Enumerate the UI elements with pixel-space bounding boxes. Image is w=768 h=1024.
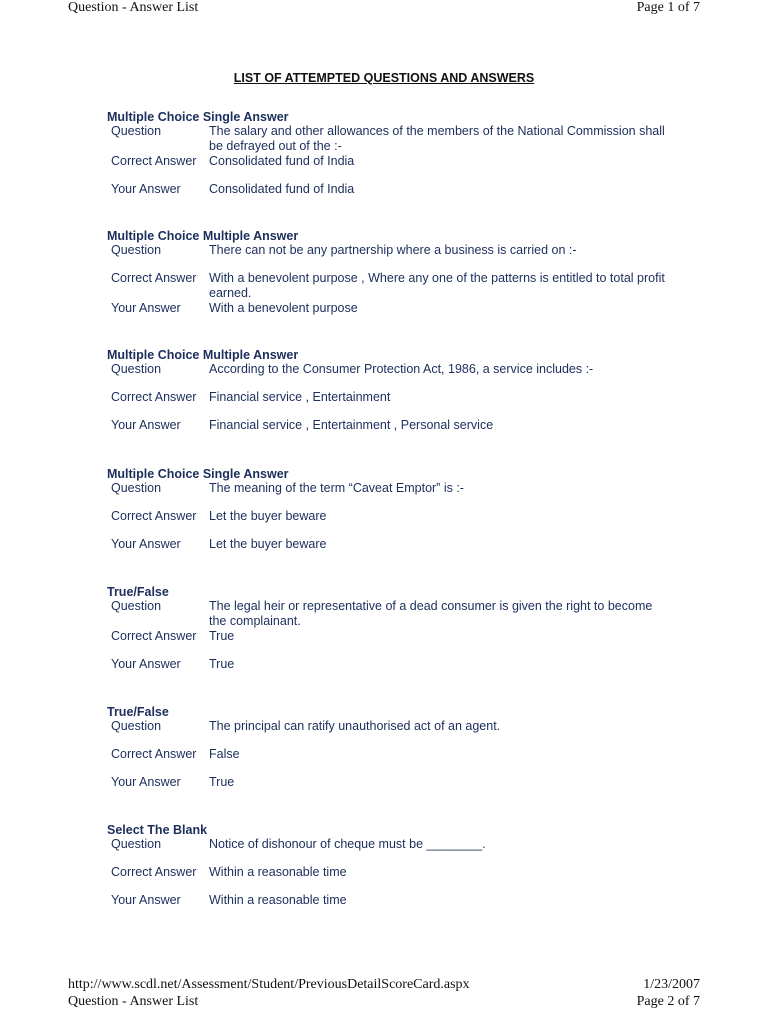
question-type: Multiple Choice Multiple Answer	[107, 229, 299, 243]
correct-answer-text: With a benevolent purpose , Where any one of the patterns is entitled to total profit earned.	[209, 271, 665, 300]
question-text: The legal heir or representative of a dead consumer is given the right to become the complainant.	[209, 599, 653, 628]
question-text: There can not be any partnership where a business is carried on :-	[209, 243, 577, 257]
footer-date: 1/23/2007	[643, 977, 700, 992]
question-type: Multiple Choice Single Answer	[107, 467, 289, 481]
question-text: The principal can ratify unauthorised act of an agent.	[209, 719, 501, 733]
your-answer-text: Consolidated fund of India	[209, 182, 355, 196]
qa-block	[107, 229, 687, 316]
footer-url: http://www.scdl.net/Assessment/Student/PreviousDetailScoreCard.aspx	[68, 977, 470, 992]
next-page-header-title: Question - Answer List	[68, 994, 199, 1009]
qa-block	[107, 823, 687, 908]
correct-answer-label: Correct Answer	[111, 747, 197, 761]
correct-answer-text: Within a reasonable time	[209, 865, 347, 879]
document-title: LIST OF ATTEMPTED QUESTIONS AND ANSWERS	[233, 71, 535, 85]
question-type: Multiple Choice Multiple Answer	[107, 348, 299, 362]
question-text: The meaning of the term “Caveat Emptor” is :-	[209, 481, 464, 495]
your-answer-text: Within a reasonable time	[209, 893, 347, 907]
your-answer-label: Your Answer	[111, 301, 181, 315]
your-answer-text: Let the buyer beware	[209, 537, 327, 551]
question-label: Question	[111, 837, 162, 851]
your-answer-label: Your Answer	[111, 893, 181, 907]
correct-answer-label: Correct Answer	[111, 629, 197, 643]
page-header-title: Question - Answer List	[68, 0, 199, 15]
question-label: Question	[111, 719, 162, 733]
question-label: Question	[111, 599, 162, 613]
question-text: Notice of dishonour of cheque must be ________.	[209, 837, 486, 851]
your-answer-label: Your Answer	[111, 775, 181, 789]
correct-answer-label: Correct Answer	[111, 154, 197, 168]
question-type: Select The Blank	[107, 823, 208, 837]
question-type: True/False	[107, 705, 169, 719]
question-type: True/False	[107, 585, 169, 599]
qa-block	[107, 348, 687, 433]
correct-answer-label: Correct Answer	[111, 271, 197, 285]
your-answer-text: With a benevolent purpose	[209, 301, 358, 315]
your-answer-label: Your Answer	[111, 182, 181, 196]
correct-answer-text: Consolidated fund of India	[209, 154, 355, 168]
your-answer-label: Your Answer	[111, 657, 181, 671]
correct-answer-label: Correct Answer	[111, 865, 197, 879]
correct-answer-label: Correct Answer	[111, 509, 197, 523]
question-label: Question	[111, 481, 162, 495]
qa-block	[107, 585, 687, 672]
your-answer-text: True	[209, 775, 235, 789]
your-answer-text: True	[209, 657, 235, 671]
correct-answer-text: True	[209, 629, 235, 643]
qa-block	[107, 705, 687, 790]
next-page-number: Page 2 of 7	[636, 994, 700, 1009]
question-label: Question	[111, 362, 162, 376]
your-answer-text: Financial service , Entertainment , Personal service	[209, 418, 494, 432]
question-label: Question	[111, 243, 162, 257]
your-answer-label: Your Answer	[111, 537, 181, 551]
page-number: Page 1 of 7	[636, 0, 700, 15]
correct-answer-label: Correct Answer	[111, 390, 197, 404]
qa-block	[107, 467, 687, 552]
correct-answer-text: Financial service , Entertainment	[209, 390, 391, 404]
question-label: Question	[111, 124, 162, 138]
qa-block	[107, 110, 687, 197]
question-text: The salary and other allowances of the members of the National Commission shall be defrayed out of the :-	[209, 124, 665, 153]
question-text: According to the Consumer Protection Act, 1986, a service includes :-	[209, 362, 594, 376]
question-type: Multiple Choice Single Answer	[107, 110, 289, 124]
correct-answer-text: Let the buyer beware	[209, 509, 327, 523]
your-answer-label: Your Answer	[111, 418, 181, 432]
correct-answer-text: False	[209, 747, 240, 761]
